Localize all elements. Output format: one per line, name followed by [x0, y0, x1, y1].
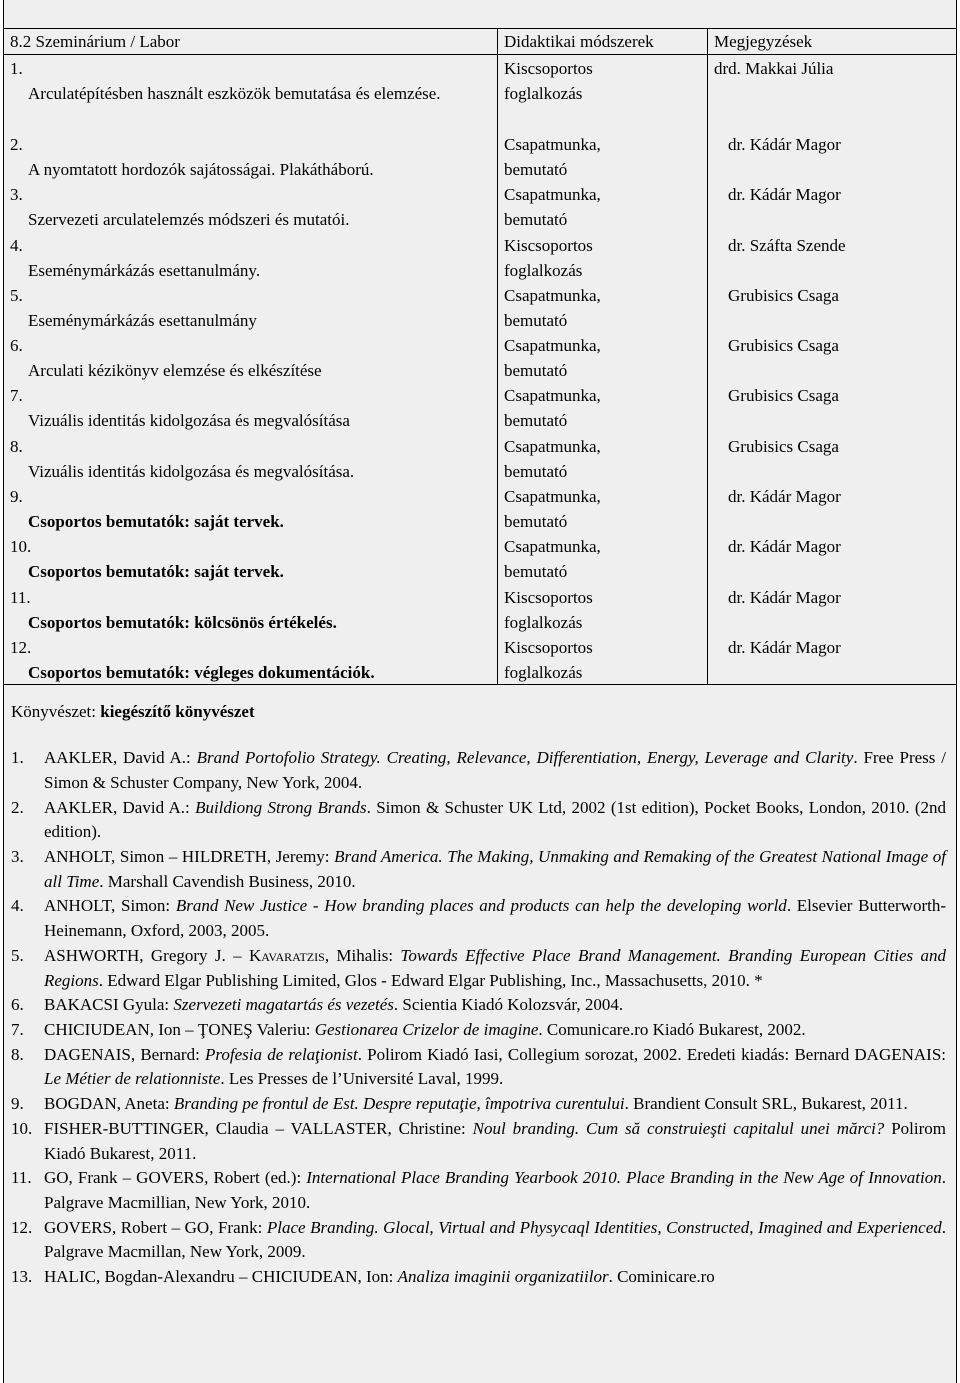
bibliography-item-number: 10. — [11, 1118, 33, 1138]
bibliography-item — [11, 1265, 946, 1290]
table-row — [4, 634, 956, 684]
session-topic-cell — [4, 131, 498, 181]
session-method-cell — [498, 483, 708, 533]
session-method: bemutató — [504, 461, 568, 481]
session-method: Csapatmunka, — [504, 135, 601, 154]
session-title: Eseménymárkázás esettanulmány. — [28, 260, 261, 280]
bibliography-text: FISHER-BUTTINGER, Claudia – VALLASTER, Christine: — [44, 1118, 473, 1138]
session-number: 1. — [10, 59, 23, 78]
session-topic-cell — [4, 232, 498, 282]
header-methods: Didaktikai módszerek — [498, 29, 708, 54]
bibliography-text: ASHWORTH, Gregory J. – — [44, 945, 249, 965]
session-method: bemutató — [504, 210, 568, 230]
bibliography-text: . Les Presses de l’Université Laval, 1999. — [220, 1069, 504, 1089]
session-method-cell — [498, 634, 708, 684]
session-title: Vizuális identitás kidolgozása és megvalósítása. — [28, 461, 355, 481]
bibliography-text: . Palgrave Macmillian, New York, 2010. — [44, 1168, 946, 1212]
table-row — [4, 433, 956, 483]
table-row — [4, 181, 956, 231]
bibliography-label: Könyvészet: — [11, 702, 101, 722]
table-row — [4, 382, 956, 432]
session-method: Kiscsoportos — [504, 587, 593, 607]
bibliography-title-text: Brand America. The Making, Unmaking and Remaking of the Greatest National Image of all Time — [44, 847, 946, 891]
session-topic-cell — [4, 332, 498, 382]
bibliography-item-number: 9. — [11, 1094, 24, 1114]
session-method: bemutató — [504, 160, 568, 179]
bibliography-title-text: Szervezeti magatartás és vezetés — [173, 995, 394, 1015]
bibliography-item-number: 3. — [11, 847, 24, 867]
session-method: Csapatmunka, — [504, 185, 601, 205]
bibliography-item-number: 13. — [11, 1267, 33, 1287]
bibliography-title-text: International Place Branding Yearbook 2010. Place Branding in the New Age of Innovation — [306, 1168, 942, 1188]
session-topic-cell — [4, 181, 498, 231]
bibliography-text: . Palgrave Macmillan, New York, 2009. — [44, 1217, 947, 1262]
bibliography-item — [11, 1018, 946, 1043]
bibliography-item-number: 2. — [11, 797, 24, 817]
session-topic-cell — [4, 533, 498, 583]
session-method: bemutató — [504, 411, 568, 431]
session-note: Grubisics Csaga — [728, 386, 839, 406]
table-header-row — [4, 29, 956, 55]
bibliography-list — [11, 746, 946, 1289]
bibliography-title-text: Profesia de relaţionist — [205, 1044, 358, 1064]
session-note: dr. Kádár Magor — [728, 587, 841, 607]
session-method: Csapatmunka, — [504, 386, 601, 406]
session-method-cell — [498, 382, 708, 432]
session-method: Csapatmunka, — [504, 537, 601, 557]
bibliography-text: . Free Press / Simon & Schuster Company, New York, 2004. — [44, 748, 947, 792]
bibliography-label-bold: kiegészítő könyvészet — [100, 702, 255, 722]
session-note: dr. Száfta Szende — [728, 235, 846, 255]
bibliography-text: AAKLER, David A.: — [44, 797, 196, 817]
session-topic-cell — [4, 634, 498, 684]
bibliography-item — [11, 1166, 946, 1215]
session-method: foglalkozás — [504, 260, 583, 280]
session-method-cell — [498, 55, 708, 131]
bibliography-text: BOGDAN, Aneta: — [44, 1094, 174, 1114]
session-method-cell — [498, 131, 708, 181]
bibliography-text: BAKACSI Gyula: — [44, 995, 174, 1015]
session-number: 12. — [10, 637, 32, 657]
bibliography-item — [11, 746, 946, 795]
session-method-cell — [498, 181, 708, 231]
table-row — [4, 232, 956, 282]
session-topic-cell — [4, 433, 498, 483]
session-title: Csoportos bemutatók: kölcsönös értékelés. — [28, 612, 337, 632]
session-topic-cell — [4, 55, 498, 131]
session-note: dr. Kádár Magor — [728, 135, 841, 154]
seminar-table-body — [4, 55, 956, 685]
session-number: 4. — [10, 235, 23, 255]
bibliography-item-number: 4. — [11, 896, 24, 916]
bibliography-title-text: Place Branding. Glocal, Virtual and Physycaql Identities, Constructed, Imagined and Experienced — [266, 1217, 942, 1237]
table-row — [4, 483, 956, 533]
bibliography-title-text: Brand Portofolio Strategy. Creating, Relevance, Differentiation, Energy, Leverage and Clarity — [196, 748, 854, 768]
session-note: Grubisics Csaga — [728, 436, 839, 456]
session-title: Csoportos bemutatók: végleges dokumentációk. — [28, 662, 375, 682]
header-notes: Megjegyzések — [714, 32, 813, 51]
session-method: Kiscsoportos — [504, 637, 593, 657]
session-number: 2. — [10, 135, 23, 154]
bibliography-item-number: 6. — [11, 995, 24, 1015]
bibliography-item — [11, 1216, 946, 1265]
bibliography-title-text: Towards Effective Place Brand Management. Branding European Cities and Regions — [44, 945, 946, 990]
session-title: Csoportos bemutatók: saját tervek. — [28, 512, 284, 532]
bibliography-title-text: Noul branding. Cum să construieşti capitalul unei mărci? — [472, 1118, 885, 1138]
session-note: Grubisics Csaga — [728, 285, 839, 305]
session-number: 7. — [10, 386, 23, 406]
session-note: dr. Kádár Magor — [728, 537, 841, 557]
session-number: 8. — [10, 436, 23, 456]
session-method-cell — [498, 232, 708, 282]
table-row — [4, 533, 956, 583]
bibliography-item-number: 1. — [11, 748, 24, 768]
session-method: bemutató — [504, 310, 568, 330]
bibliography-text: CHICIUDEAN, Ion – ŢONEŞ Valeriu: — [44, 1020, 315, 1039]
session-note: Grubisics Csaga — [728, 336, 839, 356]
session-method: foglalkozás — [504, 612, 583, 632]
bibliography-text: AAKLER, David A.: — [44, 748, 197, 768]
session-number: 11. — [10, 587, 31, 607]
table-row — [4, 131, 956, 181]
session-method: bemutató — [504, 512, 568, 532]
session-note: dr. Kádár Magor — [728, 185, 841, 205]
session-topic-cell — [4, 584, 498, 634]
session-method: Csapatmunka, — [504, 487, 601, 507]
bibliography-item — [11, 944, 946, 993]
session-title: Vizuális identitás kidolgozása és megvalósítása — [28, 411, 350, 431]
session-topic-cell — [4, 382, 498, 432]
bibliography-title-text: Le Métier de relationniste — [44, 1069, 221, 1089]
session-title: Eseménymárkázás esettanulmány — [28, 310, 257, 330]
bibliography-text: . Scientia Kiadó Kolozsvár, 2004. — [393, 995, 624, 1015]
session-method: Kiscsoportos — [504, 59, 593, 78]
session-method: Kiscsoportos — [504, 235, 593, 255]
bibliography-title-text: Branding pe frontul de Est. Despre reputaţie, împotriva curentului — [173, 1094, 625, 1114]
bibliography-text: . Brandient Consult SRL, Bukarest, 2011. — [624, 1094, 908, 1114]
document-page — [3, 0, 957, 1383]
bibliography-item-number: 7. — [11, 1020, 24, 1039]
bibliography-item — [11, 894, 946, 943]
session-method: foglalkozás — [504, 662, 583, 682]
bibliography-text: . Simon & Schuster UK Ltd, 2002 (1st edition), Pocket Books, London, 2010. (2nd edition). — [44, 797, 946, 842]
session-method: Csapatmunka, — [504, 436, 601, 456]
bibliography-item — [11, 1092, 946, 1117]
session-note: drd. Makkai Júlia — [714, 59, 834, 78]
bibliography-section — [4, 699, 956, 1289]
bibliography-text: , Mihalis: — [324, 945, 401, 965]
bibliography-item-number: 8. — [11, 1044, 24, 1064]
table-row — [4, 332, 956, 382]
session-note: dr. Kádár Magor — [728, 487, 841, 507]
bibliography-text: . Cominicare.ro — [608, 1267, 715, 1287]
session-topic-cell — [4, 282, 498, 332]
bibliography-text: . Edward Elgar Publishing Limited, Glos - Edward Elgar Publishing, Inc., Massachusetts, 2010. * — [98, 970, 763, 990]
bibliography-text: GO, Frank – GOVERS, Robert (ed.): — [44, 1168, 307, 1188]
session-number: 6. — [10, 336, 23, 356]
bibliography-item-number: 5. — [11, 945, 24, 965]
session-method-cell — [498, 332, 708, 382]
session-title: Csoportos bemutatók: saját tervek. — [28, 562, 284, 582]
session-method: Csapatmunka, — [504, 285, 601, 305]
bibliography-text: . Comunicare.ro Kiadó Bukarest, 2002. — [538, 1020, 806, 1039]
session-title: Arculati kézikönyv elemzése és elkészítése — [28, 361, 322, 381]
bibliography-item-number: 12. — [11, 1217, 33, 1237]
bibliography-text: ANHOLT, Simon: — [44, 896, 176, 916]
bibliography-text: DAGENAIS, Bernard: — [44, 1044, 206, 1064]
session-method-cell — [498, 282, 708, 332]
session-number: 9. — [10, 487, 23, 507]
table-row — [4, 584, 956, 634]
bibliography-item — [11, 1043, 946, 1092]
header-seminar: 8.2 Szeminárium / Labor — [4, 29, 498, 54]
table-top-strip — [4, 0, 956, 29]
session-number: 3. — [10, 185, 23, 205]
session-method: bemutató — [504, 562, 568, 582]
bibliography-text: . Polirom Kiadó Iasi, Collegium sorozat, 2002. Eredeti kiadás: Bernard DAGENAIS: — [357, 1044, 947, 1064]
bibliography-item — [11, 845, 946, 894]
bibliography-item-number: 11. — [11, 1168, 32, 1188]
bibliography-item — [11, 1117, 946, 1166]
bibliography-text: HALIC, Bogdan-Alexandru – CHICIUDEAN, Ion: — [44, 1267, 398, 1287]
session-title: Szervezeti arculatelemzés módszeri és mutatói. — [28, 210, 350, 230]
bibliography-heading — [11, 699, 946, 724]
session-method-cell — [498, 533, 708, 583]
session-method: foglalkozás — [504, 84, 583, 103]
session-number: 10. — [10, 537, 32, 557]
session-method: bemutató — [504, 361, 568, 381]
bibliography-title-text: Analiza imaginii organizatiilor — [397, 1267, 609, 1287]
table-row — [4, 55, 956, 131]
bibliography-text: GOVERS, Robert – GO, Frank: — [44, 1217, 267, 1237]
session-method-cell — [498, 584, 708, 634]
session-title: Arculatépítésben használt eszközök bemutatása és elemzése. — [28, 84, 441, 103]
bibliography-item — [11, 993, 946, 1018]
bibliography-text: ANHOLT, Simon – HILDRETH, Jeremy: — [44, 847, 335, 867]
session-note: dr. Kádár Magor — [728, 637, 841, 657]
session-number: 5. — [10, 285, 23, 305]
session-title: A nyomtatott hordozók sajátosságai. Plakátháború. — [28, 160, 374, 179]
session-topic-cell — [4, 483, 498, 533]
session-method: Csapatmunka, — [504, 336, 601, 356]
table-row — [4, 282, 956, 332]
bibliography-item — [11, 796, 946, 845]
bibliography-text: Kavaratzis — [248, 945, 325, 965]
bibliography-text: . Marshall Cavendish Business, 2010. — [99, 871, 356, 891]
session-method-cell — [498, 433, 708, 483]
bibliography-text: . Elsevier Butterworth-Heinemann, Oxford, 2003, 2005. — [44, 896, 946, 941]
bibliography-text: Polirom Kiadó Bukarest, 2011. — [44, 1118, 946, 1163]
bibliography-title-text: Buildiong Strong Brands — [195, 797, 367, 817]
bibliography-title-text: Gestionarea Crizelor de imagine — [314, 1020, 539, 1039]
bibliography-title-text: Brand New Justice - How branding places and products can help the developing world — [175, 896, 787, 916]
